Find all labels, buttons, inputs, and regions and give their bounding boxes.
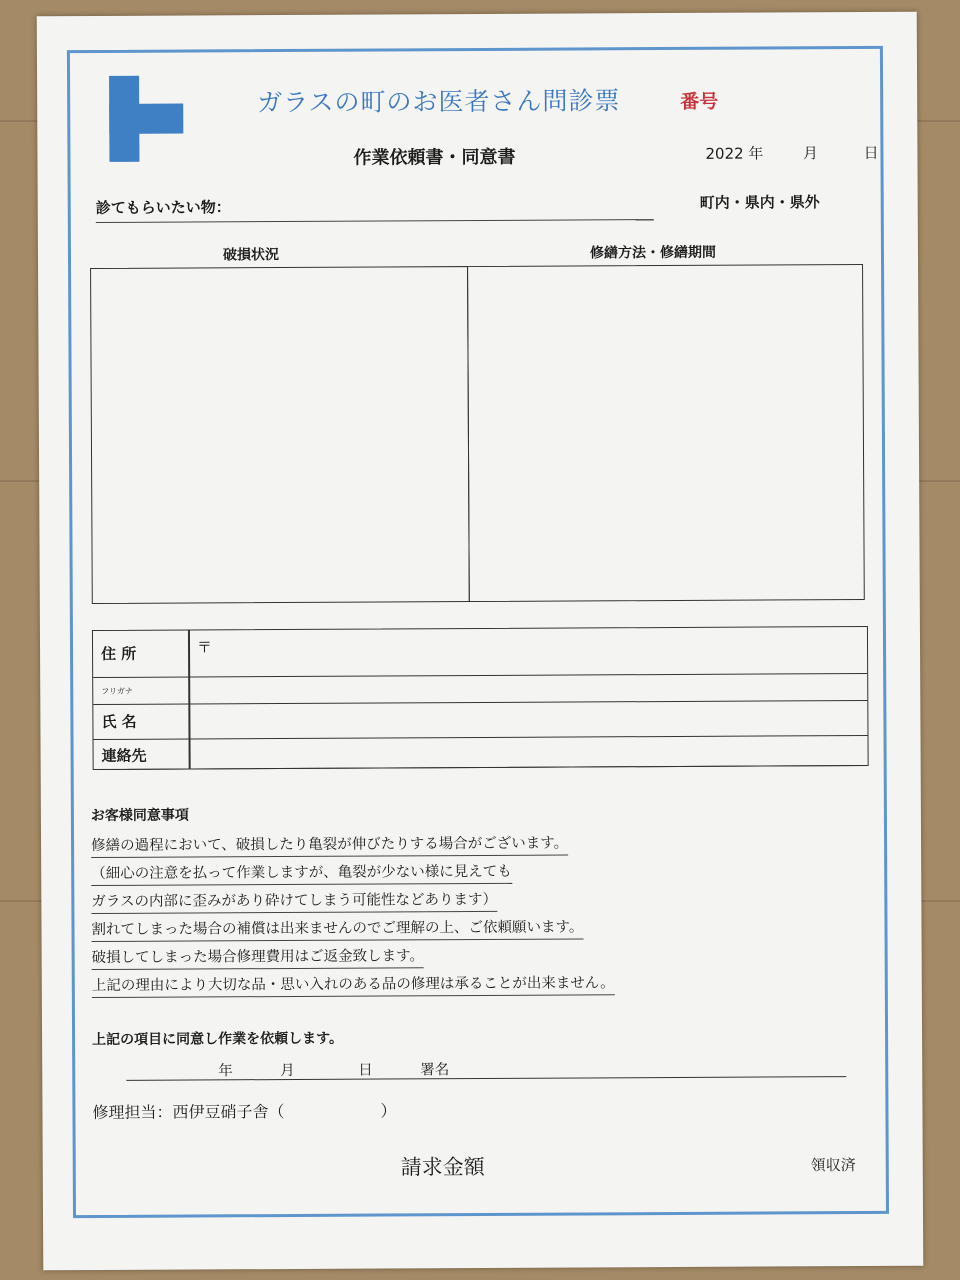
phone-row[interactable] xyxy=(94,736,868,770)
address-label: 住 所 xyxy=(101,644,137,663)
number-label: 番号 xyxy=(680,90,719,113)
name-row[interactable] xyxy=(93,701,867,740)
form-sheet xyxy=(37,12,924,1271)
consent-line: ガラスの内部に歪みがあり砕けてしまう可能性などあります） xyxy=(91,888,497,914)
item-label: 診てもらいたい物： xyxy=(95,198,231,218)
contact-table xyxy=(92,626,869,770)
consent-line: 修繕の過程において、破損したり亀裂が伸びたりする場合がございます。 xyxy=(91,832,568,858)
furigana-row[interactable] xyxy=(93,674,867,705)
date-year: 2022 年 xyxy=(705,144,764,163)
agreement-text: 上記の項目に同意し作業を依頼します。 xyxy=(92,1030,344,1049)
receipt-status: 領収済 xyxy=(810,1156,856,1175)
postal-mark: 〒 xyxy=(196,638,213,657)
date-field[interactable] xyxy=(705,142,878,164)
consent-line: 破損してしまった場合修理費用はご返金致します。 xyxy=(92,944,424,970)
consent-line: （細心の注意を払って作業しますが、亀裂が少ない様に見えても xyxy=(91,860,512,886)
name-label: 氏 名 xyxy=(101,712,137,731)
signature-line[interactable] xyxy=(126,1056,846,1081)
consent-line: 上記の理由により大切な品・思い入れのある品の修理は承ることが出来ません。 xyxy=(92,971,615,998)
date-month: 月 xyxy=(802,144,819,163)
date-day: 日 xyxy=(863,143,879,162)
form-subtitle: 作業依頼書・同意書 xyxy=(353,146,516,169)
phone-label: 連絡先 xyxy=(101,746,147,765)
sign-month: 月 xyxy=(280,1062,295,1080)
address-row[interactable] xyxy=(93,627,867,678)
damage-box[interactable] xyxy=(90,266,470,604)
furigana-label: フリガナ xyxy=(101,686,133,696)
form-title: ガラスの町のお医者さん問診票 xyxy=(257,86,621,118)
repair-method-box[interactable] xyxy=(467,264,865,602)
repair-method-heading: 修繕方法・修繕期間 xyxy=(589,244,717,262)
consent-heading: お客様同意事項 xyxy=(90,807,189,825)
consent-line: 割れてしまった場合の補償は出来ませんのでご理解の上、ご依頼願います。 xyxy=(91,915,583,942)
repair-person[interactable]: 修理担当：西伊豆硝子舎（ ） xyxy=(92,1101,397,1123)
damage-heading: 破損状況 xyxy=(222,247,280,264)
region-options[interactable]: 町内・県内・県外 xyxy=(699,193,820,212)
sign-day: 日 xyxy=(358,1062,373,1079)
billing-amount[interactable]: 請求金額 xyxy=(400,1154,485,1180)
sign-year: 年 xyxy=(218,1063,233,1080)
sign-name: 署名 xyxy=(420,1062,450,1079)
